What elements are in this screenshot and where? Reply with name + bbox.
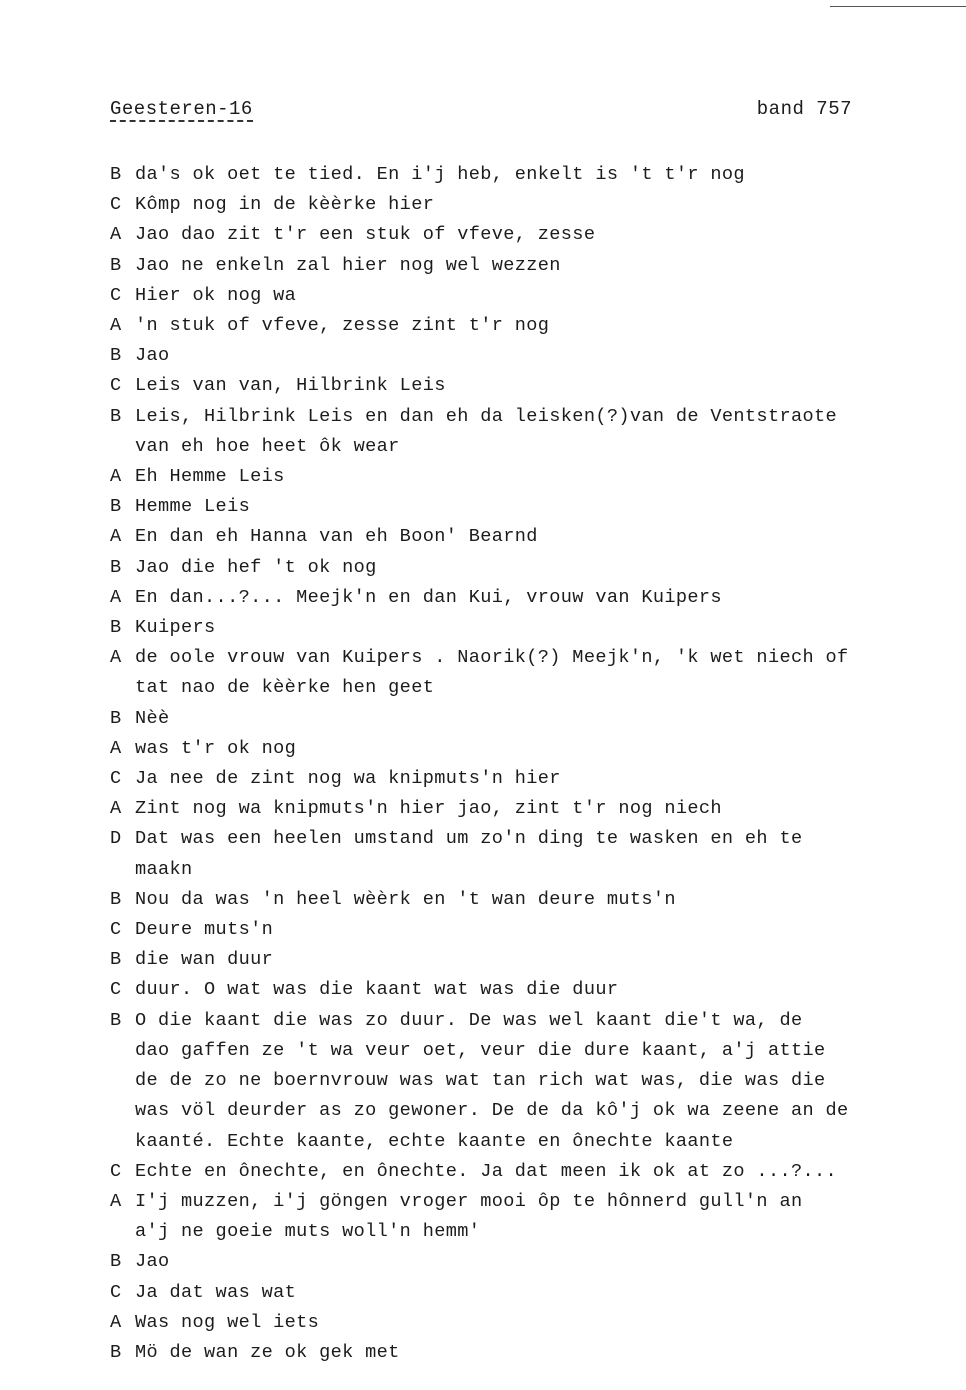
utterance	[135, 613, 910, 643]
utterance	[135, 553, 910, 583]
speaker-label: C	[110, 979, 122, 1001]
utterance-line: Kômp nog in de kèèrke hier	[135, 194, 435, 216]
transcript-entry	[110, 402, 910, 462]
speaker-label: C	[110, 1281, 122, 1303]
utterance	[135, 402, 910, 462]
utterance-line: Ja nee de zint nog wa knipmuts'n hier	[135, 768, 561, 790]
utterance-line: Eh Hemme Leis	[135, 466, 285, 488]
transcript-entry	[110, 522, 910, 552]
utterance	[135, 643, 910, 703]
speaker-label: B	[110, 405, 122, 427]
utterance-line: Hemme Leis	[135, 496, 251, 518]
speaker-label: A	[110, 466, 122, 488]
speaker-label: C	[110, 375, 122, 397]
utterance	[135, 583, 910, 613]
utterance	[135, 1187, 910, 1247]
utterance-line: a'j ne goeie muts woll'n hemm'	[135, 1221, 481, 1243]
speaker-label: B	[110, 1251, 122, 1273]
utterance	[135, 492, 910, 522]
top-rule	[830, 6, 966, 7]
utterance-line: Deure muts'n	[135, 919, 274, 941]
utterance	[135, 734, 910, 764]
transcript-entry	[110, 1278, 910, 1308]
transcript-entry	[110, 613, 910, 643]
speaker-label: B	[110, 164, 122, 185]
utterance-line: Ja dat was wat	[135, 1281, 297, 1303]
transcript-entry	[110, 220, 910, 250]
speaker-label: A	[110, 647, 122, 669]
utterance-line: was völ deurder as zo gewoner. De de da kô'j ok wa zeene an de	[135, 1100, 849, 1122]
utterance-line: Zint nog wa knipmuts'n hier jao, zint t'r nog niech	[135, 798, 722, 820]
utterance-line: dao gaffen ze 't wa veur oet, veur die dure kaant, a'j attie	[135, 1039, 826, 1061]
utterance-line: Echte en ônechte, en ônechte. Ja dat meen ik ok at zo ...?...	[135, 1160, 837, 1182]
speaker-label: A	[110, 224, 122, 246]
utterance-line: van eh hoe heet ôk wear	[135, 435, 400, 457]
utterance-line: was t'r ok nog	[135, 737, 297, 759]
utterance-line: Leis van van, Hilbrink Leis	[135, 375, 446, 397]
utterance-line: 'n stuk of vfeve, zesse zint t'r nog	[135, 315, 550, 337]
utterance-line: Jao die hef 't ok nog	[135, 556, 377, 578]
speaker-label: A	[110, 798, 122, 820]
utterance-line: Jao dao zit t'r een stuk of vfeve, zesse	[135, 224, 596, 246]
speaker-label: B	[110, 345, 122, 367]
transcript-entry	[110, 885, 910, 915]
speaker-label: A	[110, 526, 122, 548]
utterance-line: maakn	[135, 858, 193, 880]
transcript-entry	[110, 553, 910, 583]
speaker-label: C	[110, 919, 122, 941]
utterance-line: I'j muzzen, i'j göngen vroger mooi ôp te hônnerd gull'n an	[135, 1190, 803, 1212]
transcript-entry	[110, 311, 910, 341]
utterance-line: Jao	[135, 345, 170, 367]
speaker-label: B	[110, 707, 122, 729]
speaker-label: C	[110, 194, 122, 216]
utterance	[135, 341, 910, 371]
speaker-label: B	[110, 949, 122, 971]
transcript-entry	[110, 371, 910, 401]
utterance	[135, 824, 910, 884]
utterance-line: de de zo ne boernvrouw was wat tan rich wat was, die was die	[135, 1070, 826, 1092]
speaker-label: B	[110, 617, 122, 639]
transcript-entry	[110, 251, 910, 281]
transcript-entry	[110, 341, 910, 371]
utterance-line: Leis, Hilbrink Leis en dan eh da leisken(?)van de Ventstraote	[135, 405, 837, 427]
transcript-entry	[110, 975, 910, 1005]
transcript-entry	[110, 492, 910, 522]
speaker-label: C	[110, 284, 122, 306]
transcript-entry	[110, 160, 910, 190]
utterance	[135, 1157, 910, 1187]
transcript-entry	[110, 915, 910, 945]
speaker-label: A	[110, 1311, 122, 1333]
speaker-label: A	[110, 315, 122, 337]
utterance	[135, 522, 910, 552]
transcript-entry	[110, 945, 910, 975]
transcript-entry	[110, 1006, 910, 1157]
transcript-entry	[110, 190, 910, 220]
utterance-line: Jao	[135, 1251, 170, 1273]
utterance	[135, 1006, 910, 1157]
utterance	[135, 462, 910, 492]
utterance-line: Was nog wel iets	[135, 1311, 320, 1333]
utterance	[135, 885, 910, 915]
utterance-line: duur. O wat was die kaant wat was die duur	[135, 979, 619, 1001]
utterance	[135, 1308, 910, 1338]
utterance-line: En dan eh Hanna van eh Boon' Bearnd	[135, 526, 538, 548]
transcript-entry	[110, 281, 910, 311]
utterance	[135, 220, 910, 250]
transcript-entry	[110, 794, 910, 824]
utterance-line: die wan duur	[135, 949, 274, 971]
utterance	[135, 1278, 910, 1308]
utterance	[135, 371, 910, 401]
speaker-label: C	[110, 1160, 122, 1182]
transcript-entry	[110, 1157, 910, 1187]
utterance-line: Jao ne enkeln zal hier nog wel wezzen	[135, 254, 561, 276]
utterance	[135, 190, 910, 220]
utterance-line: En dan...?... Meejk'n en dan Kui, vrouw van Kuipers	[135, 586, 722, 608]
speaker-label: B	[110, 1009, 122, 1031]
utterance-line: Hier ok nog wa	[135, 284, 297, 306]
utterance	[135, 975, 910, 1005]
transcript-entry	[110, 1338, 910, 1368]
speaker-label: A	[110, 1190, 122, 1212]
speaker-label: B	[110, 496, 122, 518]
speaker-label: B	[110, 1341, 122, 1363]
transcript-entry	[110, 583, 910, 613]
utterance	[135, 311, 910, 341]
utterance	[135, 915, 910, 945]
speaker-label: D	[110, 828, 122, 850]
utterance	[135, 764, 910, 794]
transcript-entry	[110, 1247, 910, 1277]
speaker-label: B	[110, 556, 122, 578]
utterance-line: O die kaant die was zo duur. De was wel kaant die't wa, de	[135, 1009, 803, 1031]
utterance-line: kaanté. Echte kaante, echte kaante en ônechte kaante	[135, 1130, 734, 1152]
transcript-entry	[110, 1308, 910, 1338]
speaker-label: B	[110, 254, 122, 276]
page-header	[110, 98, 852, 124]
utterance	[135, 794, 910, 824]
speaker-label: B	[110, 888, 122, 910]
transcript-entry	[110, 764, 910, 794]
utterance-line: Nèè	[135, 707, 170, 729]
speaker-label: C	[110, 768, 122, 790]
utterance-line: Mö de wan ze ok gek met	[135, 1341, 400, 1363]
utterance	[135, 251, 910, 281]
band-number: band 757	[756, 98, 852, 120]
transcript-entry	[110, 462, 910, 492]
utterance	[135, 281, 910, 311]
utterance	[135, 704, 910, 734]
utterance-line: Dat was een heelen umstand um zo'n ding te wasken en eh te	[135, 828, 803, 850]
transcript-entry	[110, 1187, 910, 1247]
document-title: Geesteren-16	[110, 98, 253, 120]
utterance-line: Kuipers	[135, 617, 216, 639]
utterance	[135, 160, 910, 190]
transcript	[110, 160, 910, 1368]
utterance	[135, 1338, 910, 1368]
speaker-label: A	[110, 737, 122, 759]
speaker-label: A	[110, 586, 122, 608]
utterance-line: de oole vrouw van Kuipers . Naorik(?) Meejk'n, 'k wet niech of	[135, 647, 849, 669]
transcript-entry	[110, 643, 910, 703]
utterance-line: Nou da was 'n heel wèèrk en 't wan deure muts'n	[135, 888, 676, 910]
transcript-entry	[110, 734, 910, 764]
utterance	[135, 1247, 910, 1277]
utterance-line: tat nao de kèèrke hen geet	[135, 677, 435, 699]
transcript-entry	[110, 824, 910, 884]
utterance	[135, 945, 910, 975]
transcript-entry	[110, 704, 910, 734]
utterance-line: da's ok oet te tied. En i'j heb, enkelt is 't t'r nog	[135, 164, 745, 185]
